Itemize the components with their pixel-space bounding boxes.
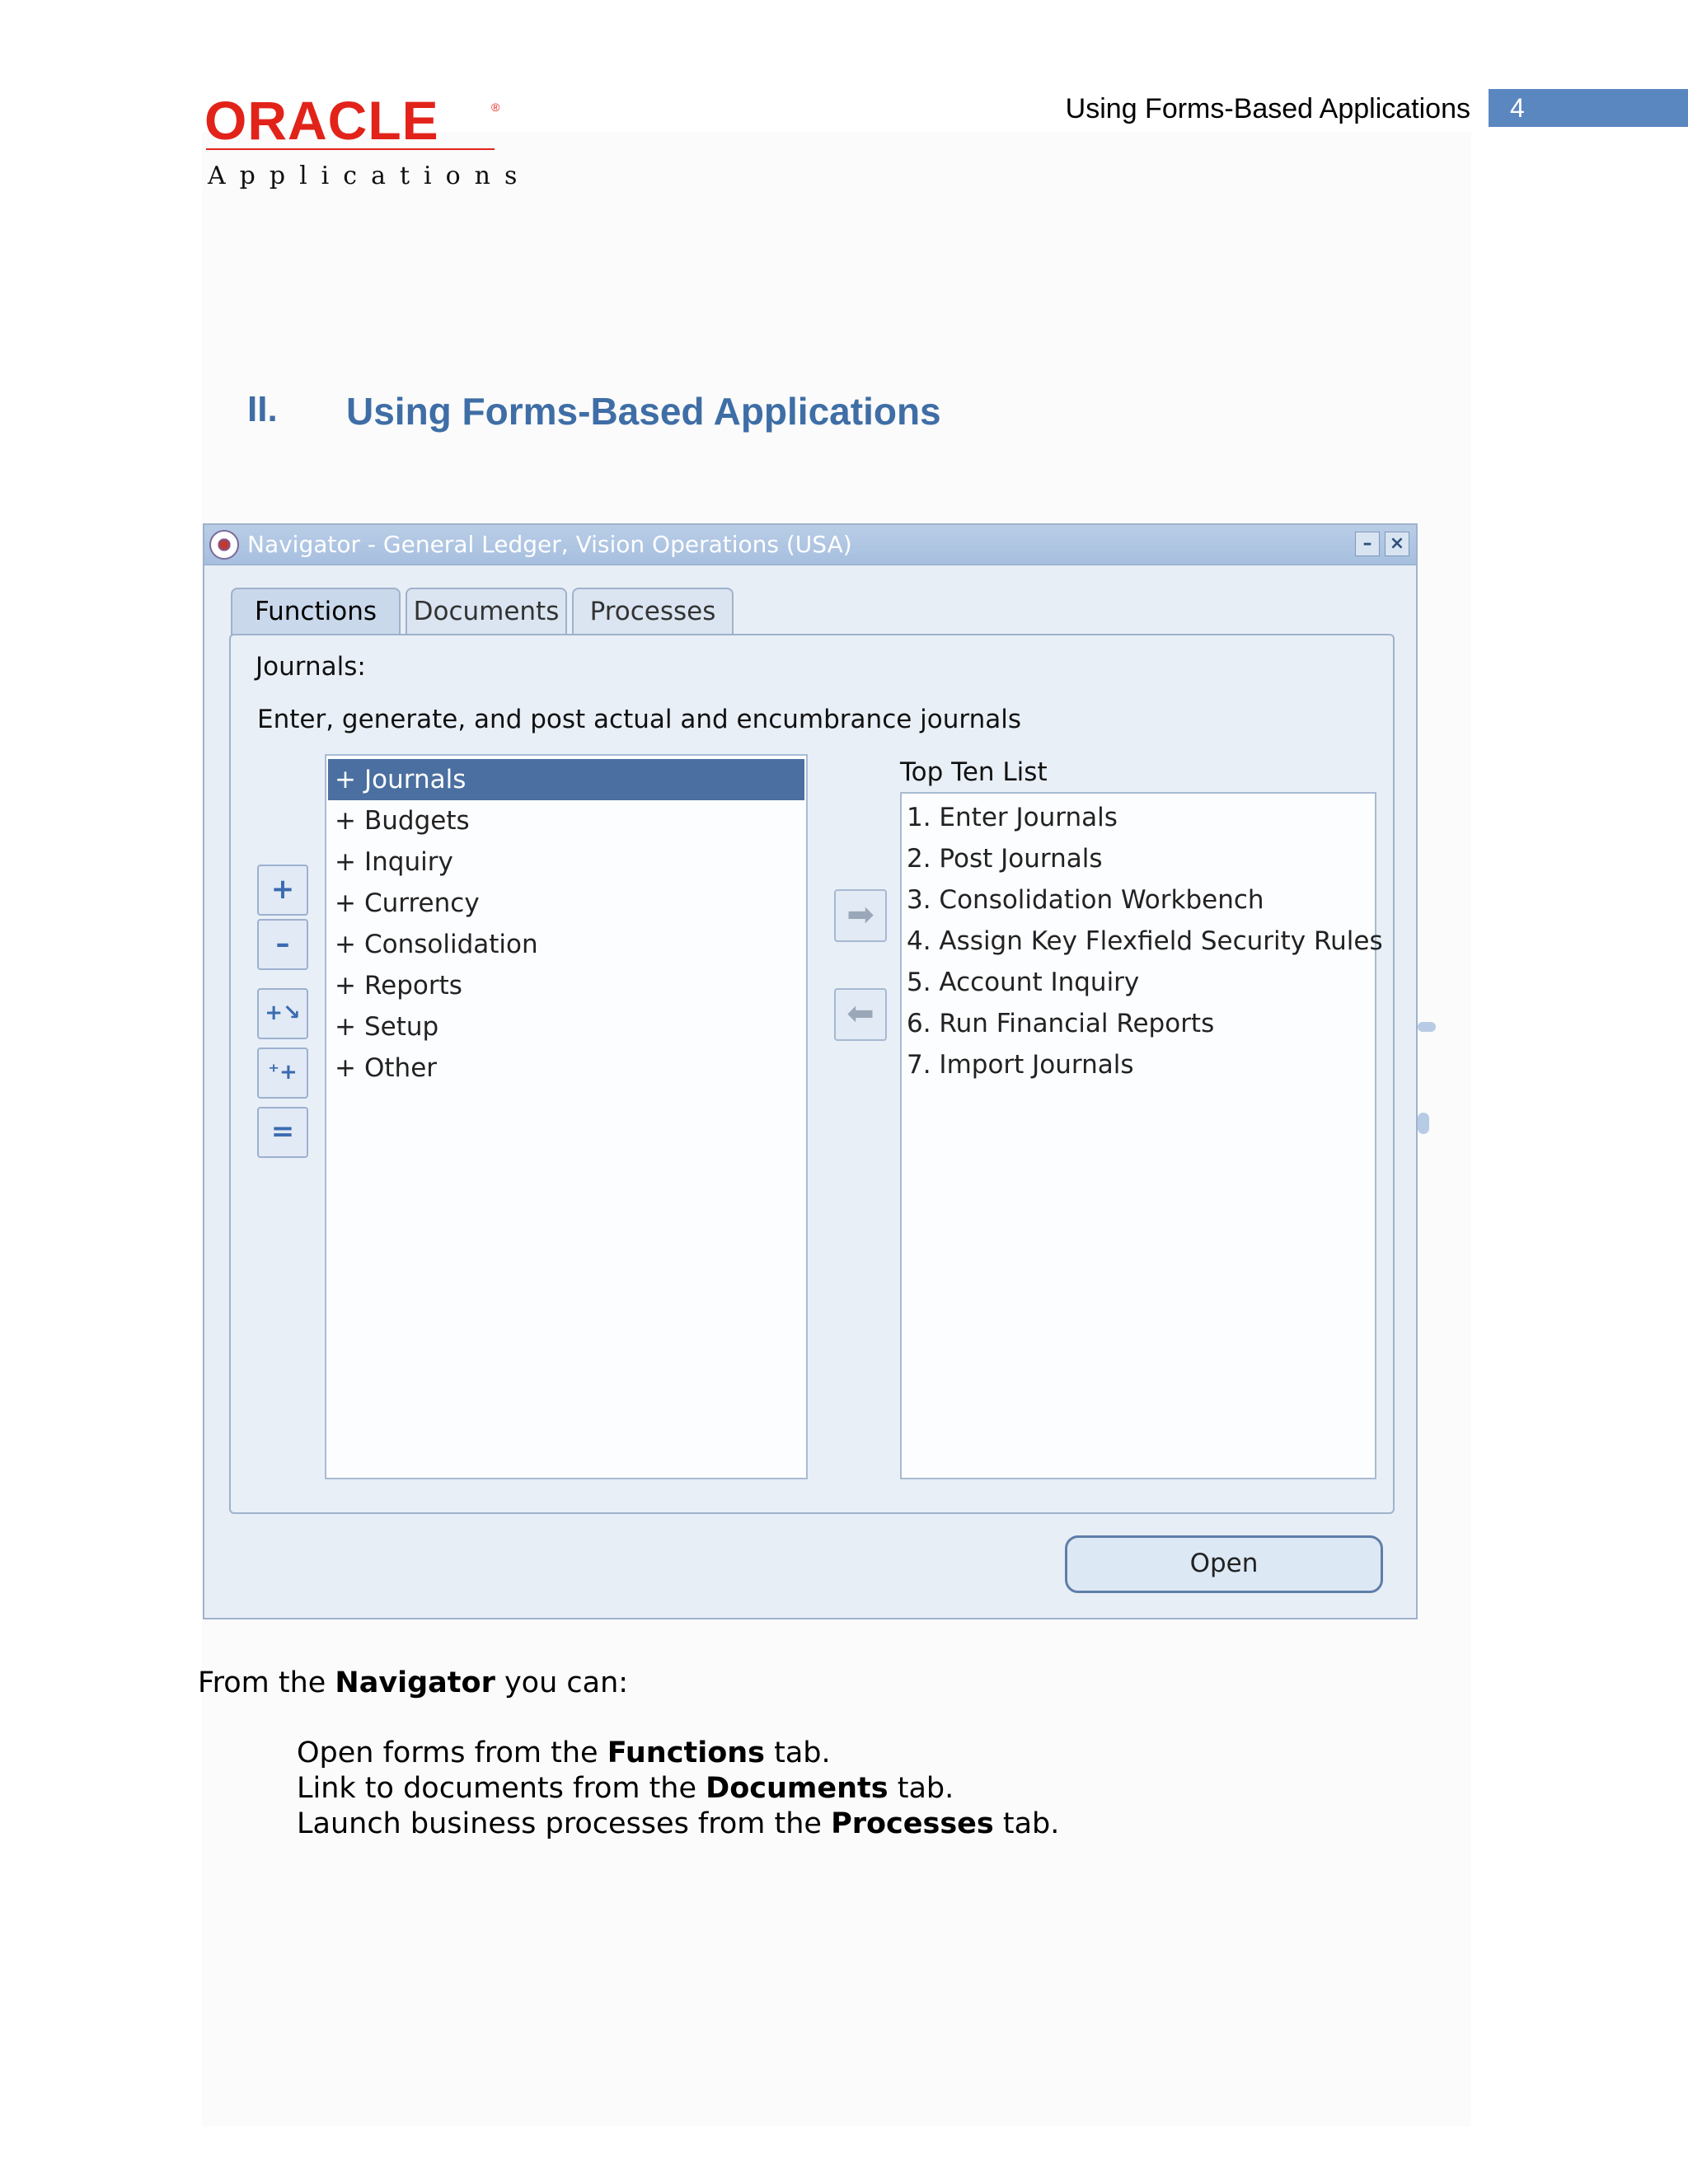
plus-icon: + (335, 930, 356, 959)
tree-item-label: Setup (364, 1012, 439, 1042)
functions-panel (229, 634, 1395, 1514)
open-button[interactable]: Open (1065, 1535, 1383, 1593)
running-header-title: Using Forms-Based Applications (1065, 93, 1470, 124)
tree-item-label: Other (364, 1053, 438, 1083)
arrow-left-icon: ⬅ (846, 995, 874, 1033)
tree-item-currency[interactable] (328, 883, 804, 924)
tree-item-budgets[interactable] (328, 800, 804, 841)
plus-icon: + (335, 1053, 356, 1083)
tab-processes[interactable]: Processes (572, 588, 734, 635)
tree-item-label: Budgets (364, 806, 470, 836)
collapse-button[interactable] (257, 919, 308, 970)
list-item: Open forms from the Functions tab. (297, 1736, 831, 1769)
tree-item-consolidation[interactable] (328, 924, 804, 965)
arrow-right-icon: ➡ (846, 896, 874, 934)
tab-documents[interactable]: Documents (406, 588, 567, 635)
plus-icon: + (335, 765, 356, 794)
app-icon (209, 530, 239, 560)
list-item: Link to documents from the Documents tab. (297, 1772, 954, 1805)
intro-bold: Navigator (335, 1666, 495, 1699)
remove-from-top-ten-button[interactable] (834, 988, 887, 1041)
navigator-uses-list (297, 1736, 1059, 1842)
top-ten-item[interactable]: 7. Import Journals (907, 1050, 1134, 1080)
tree-item-reports[interactable] (328, 965, 804, 1006)
tab-functions[interactable]: Functions (231, 588, 401, 637)
expand-all-icon: ⁺+ (268, 1060, 298, 1085)
plus-icon: + (335, 1012, 356, 1042)
category-label: Journals: (256, 652, 366, 682)
top-ten-item[interactable]: 1. Enter Journals (907, 803, 1118, 832)
intro-paragraph (198, 1663, 628, 1703)
collapse-all-button[interactable] (257, 1107, 308, 1158)
expand-branch-button[interactable] (257, 988, 308, 1039)
decorative-dot (1418, 1022, 1436, 1032)
list-item: Launch business processes from the Processes tab. (297, 1807, 1060, 1840)
top-ten-list[interactable] (900, 792, 1383, 1479)
top-ten-item[interactable]: 6. Run Financial Reports (907, 1009, 1215, 1038)
top-ten-item[interactable]: 5. Account Inquiry (907, 968, 1140, 997)
tree-item-label: Currency (364, 888, 480, 918)
category-description: Enter, generate, and post actual and encumbrance journals (257, 705, 1022, 734)
close-icon[interactable]: × (1385, 532, 1409, 556)
section-title: Using Forms-Based Applications (346, 390, 941, 433)
intro-text: From the (198, 1666, 335, 1699)
window-title: Navigator - General Ledger, Vision Operations (USA) (247, 531, 852, 558)
plus-icon: + (335, 888, 356, 918)
plus-icon: + (335, 847, 356, 877)
tree-item-label: Journals (364, 765, 467, 794)
navigator-window (203, 523, 1418, 1619)
plus-icon: + (270, 873, 295, 906)
top-ten-item[interactable]: 2. Post Journals (907, 844, 1103, 874)
tree-item-setup[interactable] (328, 1006, 804, 1047)
page-number-bar (1489, 89, 1688, 127)
add-to-top-ten-button[interactable] (834, 889, 887, 942)
plus-icon: + (335, 971, 356, 1001)
decorative-dot (1418, 1113, 1429, 1134)
expand-branch-icon: +↘ (265, 1001, 301, 1025)
minus-icon: – (275, 927, 290, 960)
intro-text-end: you can: (495, 1666, 629, 1699)
expand-button[interactable] (257, 865, 308, 916)
tree-item-other[interactable] (328, 1047, 804, 1089)
oracle-logo (204, 90, 532, 190)
collapse-all-icon: = (270, 1115, 295, 1148)
tree-item-journals[interactable] (328, 759, 804, 800)
logo-subtitle: Applications (208, 162, 532, 190)
expand-all-button[interactable] (257, 1047, 308, 1099)
window-titlebar[interactable] (204, 525, 1416, 565)
tree-item-inquiry[interactable] (328, 841, 804, 883)
plus-icon: + (335, 806, 356, 836)
top-ten-label: Top Ten List (900, 757, 1048, 787)
logo-wordmark: ORACLE (204, 90, 439, 151)
page-number: 4 (1510, 93, 1525, 123)
tree-item-label: Consolidation (364, 930, 538, 959)
top-ten-item[interactable]: 4. Assign Key Flexfield Security Rules (907, 926, 1383, 956)
function-tree[interactable] (325, 754, 808, 1479)
minimize-icon[interactable]: – (1355, 532, 1380, 556)
section-number: II. (247, 389, 278, 429)
top-ten-item[interactable]: 3. Consolidation Workbench (907, 885, 1264, 915)
tree-item-label: Inquiry (364, 847, 453, 877)
registered-mark: ® (491, 101, 500, 114)
tree-item-label: Reports (364, 971, 462, 1001)
